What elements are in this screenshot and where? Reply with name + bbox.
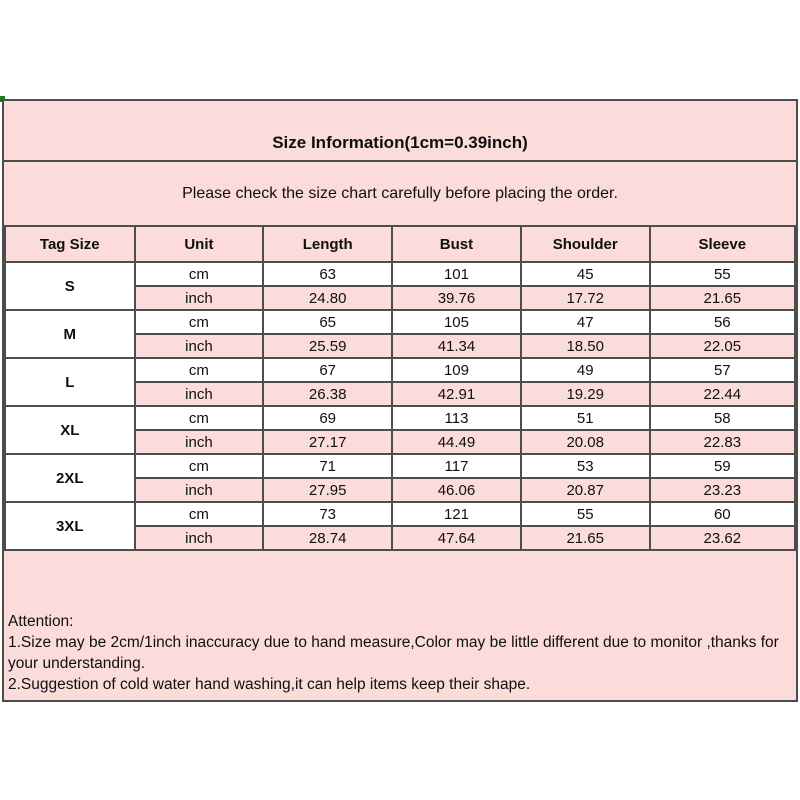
size-label-s: S: [5, 262, 135, 310]
unit-label: cm: [135, 406, 264, 430]
unit-label: cm: [135, 358, 264, 382]
attention-line-2: 2.Suggestion of cold water hand washing,it can help items keep their shape.: [8, 676, 531, 693]
unit-label: inch: [135, 286, 264, 310]
unit-label: inch: [135, 478, 264, 502]
table-row: [5, 454, 795, 478]
value-cell: 27.17: [263, 430, 392, 454]
value-cell: 67: [263, 358, 392, 382]
value-cell: 55: [650, 262, 795, 286]
value-cell: 21.65: [521, 526, 650, 550]
size-table: [4, 225, 796, 551]
value-cell: 58: [650, 406, 795, 430]
size-info-title: Size Information(1cm=0.39inch): [4, 101, 796, 162]
value-cell: 23.62: [650, 526, 795, 550]
size-label-3xl: 3XL: [5, 502, 135, 550]
size-label-2xl: 2XL: [5, 454, 135, 502]
value-cell: 49: [521, 358, 650, 382]
value-cell: 47.64: [392, 526, 521, 550]
unit-label: inch: [135, 526, 264, 550]
value-cell: 22.05: [650, 334, 795, 358]
size-chart-panel: [2, 99, 798, 702]
value-cell: 105: [392, 310, 521, 334]
value-cell: 73: [263, 502, 392, 526]
col-header-length: Length: [263, 226, 392, 262]
unit-label: cm: [135, 262, 264, 286]
value-cell: 113: [392, 406, 521, 430]
size-label-xl: XL: [5, 406, 135, 454]
table-row: [5, 502, 795, 526]
value-cell: 101: [392, 262, 521, 286]
value-cell: 27.95: [263, 478, 392, 502]
value-cell: 63: [263, 262, 392, 286]
value-cell: 56: [650, 310, 795, 334]
value-cell: 21.65: [650, 286, 795, 310]
unit-label: inch: [135, 430, 264, 454]
value-cell: 69: [263, 406, 392, 430]
col-header-bust: Bust: [392, 226, 521, 262]
table-row: [5, 262, 795, 286]
value-cell: 121: [392, 502, 521, 526]
value-cell: 20.87: [521, 478, 650, 502]
value-cell: 42.91: [392, 382, 521, 406]
value-cell: 71: [263, 454, 392, 478]
value-cell: 39.76: [392, 286, 521, 310]
value-cell: 109: [392, 358, 521, 382]
col-header-shoulder: Shoulder: [521, 226, 650, 262]
value-cell: 41.34: [392, 334, 521, 358]
col-header-tag-size: Tag Size: [5, 226, 135, 262]
table-header-row: [5, 226, 795, 262]
value-cell: 59: [650, 454, 795, 478]
value-cell: 45: [521, 262, 650, 286]
table-row: [5, 406, 795, 430]
value-cell: 17.72: [521, 286, 650, 310]
value-cell: 57: [650, 358, 795, 382]
unit-label: inch: [135, 334, 264, 358]
value-cell: 22.83: [650, 430, 795, 454]
size-label-m: M: [5, 310, 135, 358]
value-cell: 117: [392, 454, 521, 478]
value-cell: 28.74: [263, 526, 392, 550]
unit-label: cm: [135, 502, 264, 526]
value-cell: 22.44: [650, 382, 795, 406]
size-label-l: L: [5, 358, 135, 406]
value-cell: 55: [521, 502, 650, 526]
size-chart-subtitle: Please check the size chart carefully before placing the order.: [182, 184, 618, 202]
value-cell: 65: [263, 310, 392, 334]
value-cell: 26.38: [263, 382, 392, 406]
value-cell: 23.23: [650, 478, 795, 502]
value-cell: 51: [521, 406, 650, 430]
table-row: [5, 310, 795, 334]
value-cell: 24.80: [263, 286, 392, 310]
value-cell: 47: [521, 310, 650, 334]
value-cell: 19.29: [521, 382, 650, 406]
col-header-sleeve: Sleeve: [650, 226, 795, 262]
value-cell: 25.59: [263, 334, 392, 358]
table-row: [5, 358, 795, 382]
unit-label: cm: [135, 310, 264, 334]
attention-note: [4, 611, 796, 700]
value-cell: 53: [521, 454, 650, 478]
value-cell: 46.06: [392, 478, 521, 502]
value-cell: 20.08: [521, 430, 650, 454]
attention-line-1: 1.Size may be 2cm/1inch inaccuracy due to hand measure,Color may be little different due to monitor ,thanks for your understanding.: [8, 634, 779, 672]
col-header-unit: Unit: [135, 226, 264, 262]
attention-heading: Attention:: [8, 613, 74, 630]
value-cell: 60: [650, 502, 795, 526]
value-cell: 18.50: [521, 334, 650, 358]
unit-label: cm: [135, 454, 264, 478]
unit-label: inch: [135, 382, 264, 406]
value-cell: 44.49: [392, 430, 521, 454]
